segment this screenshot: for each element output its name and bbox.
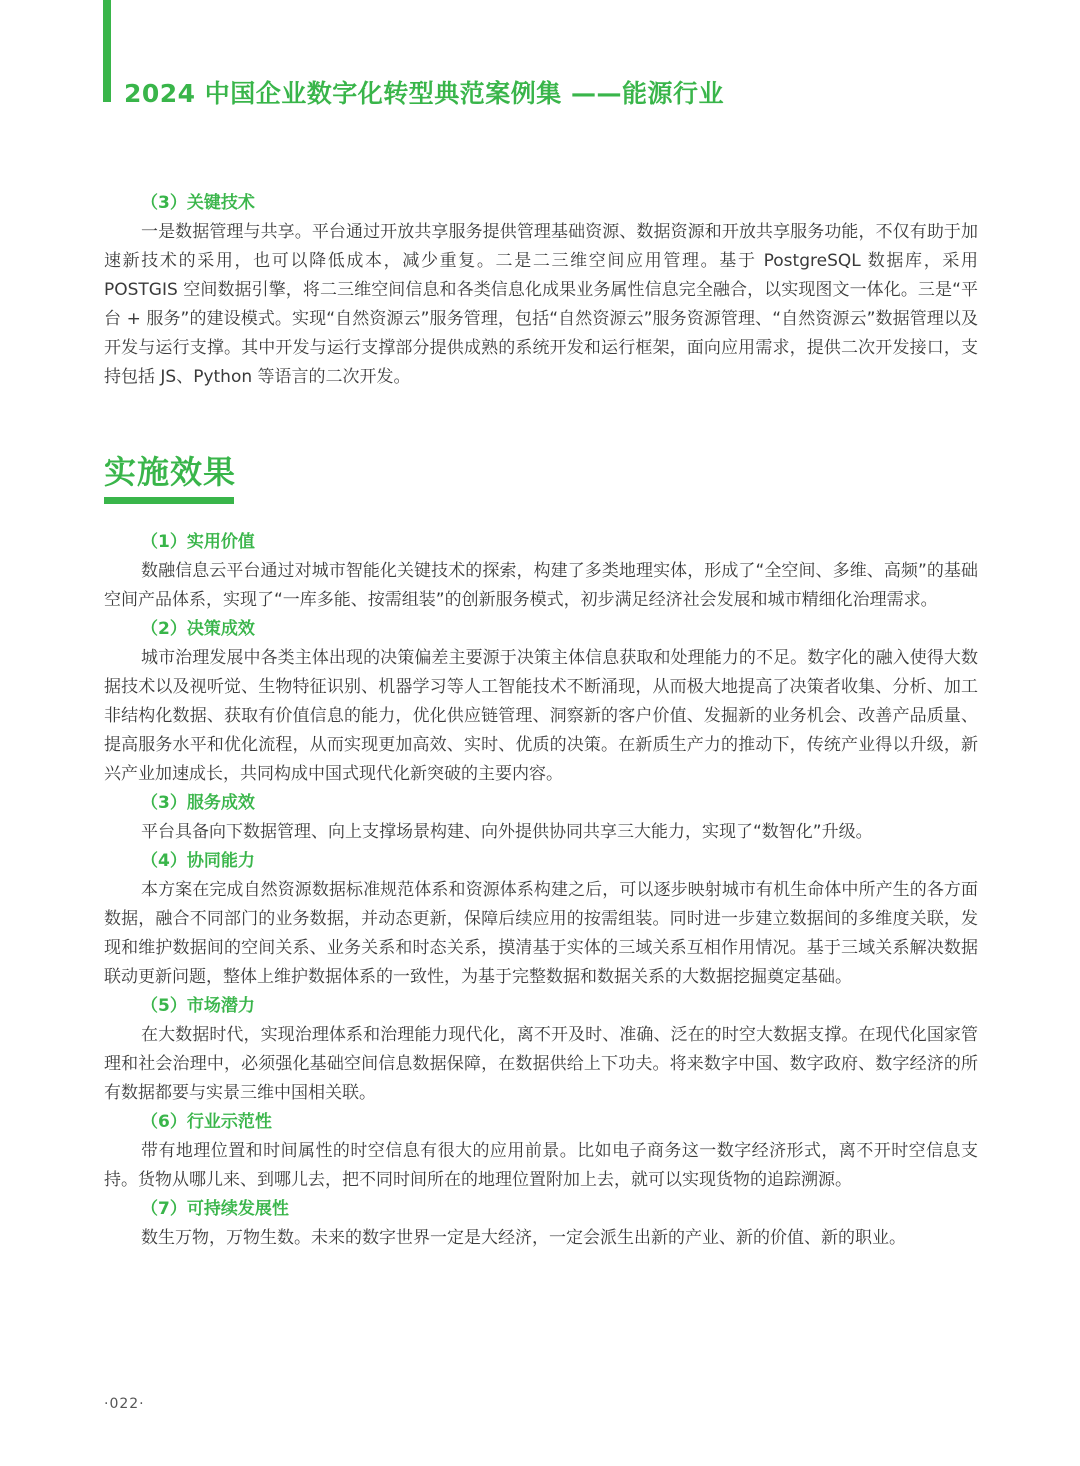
key-technology-paragraph: 一是数据管理与共享。平台通过开放共享服务提供管理基础资源、数据资源和开放共享服务功能，不仅有助于加速新技术的采用，也可以降低成本，减少重复。二是二三维空间应用管理。基于 PostgreSQL 数据库，采用 POSTGIS 空间数据引擎，将二三维空间信息和各类信息化成果业务属性信息完全融合，以实现图文一体化。三是“平台 + 服务”的建设模式。实现“自然资源云”服务管理，包括“自然资源云”服务资源管理、“自然资源云”数据管理以及开发与运行支撑。其中开发与运行支撑部分提供成熟的系统开发和运行框架，面向应用需求，提供二次开发接口，支持包括 JS、Python 等语言的二次开发。: [104, 222, 978, 387]
effect-paragraph: 数融信息云平台通过对城市智能化关键技术的探索，构建了多类地理实体，形成了“全空间、多维、高频”的基础空间产品体系，实现了“一库多能、按需组装”的创新服务模式，初步满足经济社会发展和城市精细化治理需求。: [104, 561, 978, 610]
effect-item: [104, 992, 978, 1108]
effect-item: [104, 528, 978, 615]
effect-paragraph: 带有地理位置和时间属性的时空信息有很大的应用前景。比如电子商务这一数字经济形式，离不开时空信息支持。货物从哪儿来、到哪儿去，把不同时间所在的地理位置附加上去，就可以实现货物的追踪溯源。: [104, 1141, 978, 1190]
header-accent-bar: [103, 0, 111, 102]
effect-paragraph: 数生万物，万物生数。未来的数字世界一定是大经济，一定会派生出新的产业、新的价值、新的职业。: [141, 1228, 906, 1248]
effects-list: [104, 528, 978, 1253]
page-number: ·022·: [104, 1396, 145, 1412]
document-title: 2024 中国企业数字化转型典范案例集 ——能源行业: [124, 79, 724, 108]
effect-paragraph: 在大数据时代，实现治理体系和治理能力现代化，离不开及时、准确、泛在的时空大数据支撑。在现代化国家管理和社会治理中，必须强化基础空间信息数据保障，在数据供给上下功夫。将来数字中国、数字政府、数字经济的所有数据都要与实景三维中国相关联。: [104, 1025, 978, 1103]
effect-heading: （4）协同能力: [141, 851, 255, 871]
effect-paragraph: 本方案在完成自然资源数据标准规范体系和资源体系构建之后，可以逐步映射城市有机生命体中所产生的各方面数据，融合不同部门的业务数据，并动态更新，保障后续应用的按需组装。同时进一步建立数据间的多维度关联，发现和维护数据间的空间关系、业务关系和时态关系，摸清基于实体的三域关系互相作用情况。基于三域关系解决数据联动更新问题，整体上维护数据体系的一致性，为基于完整数据和数据关系的大数据挖掘奠定基础。: [104, 880, 978, 987]
effect-item: [104, 1195, 978, 1253]
key-technology-heading: （3）关键技术: [141, 193, 255, 213]
effect-item: [104, 615, 978, 789]
effect-heading: （6）行业示范性: [141, 1112, 272, 1132]
effect-heading: （2）决策成效: [141, 619, 255, 639]
effect-paragraph: 平台具备向下数据管理、向上支撑场景构建、向外提供协同共享三大能力，实现了“数智化”升级。: [141, 822, 873, 842]
effect-heading: （5）市场潜力: [141, 996, 255, 1016]
effect-item: [104, 789, 978, 847]
effect-heading: （3）服务成效: [141, 793, 255, 813]
section-title-underline: [104, 497, 234, 504]
effect-item: [104, 1108, 978, 1195]
effect-heading: （1）实用价值: [141, 532, 255, 552]
effect-heading: （7）可持续发展性: [141, 1199, 289, 1219]
section-title: 实施效果: [104, 453, 237, 491]
effect-item: [104, 847, 978, 992]
effect-paragraph: 城市治理发展中各类主体出现的决策偏差主要源于决策主体信息获取和处理能力的不足。数字化的融入使得大数据技术以及视听觉、生物特征识别、机器学习等人工智能技术不断涌现，从而极大地提高了决策者收集、分析、加工非结构化数据、获取有价值信息的能力，优化供应链管理、洞察新的客户价值、发掘新的业务机会、改善产品质量、提高服务水平和优化流程，从而实现更加高效、实时、优质的决策。在新质生产力的推动下，传统产业得以升级，新兴产业加速成长，共同构成中国式现代化新突破的主要内容。: [104, 648, 978, 784]
key-technology-block: [104, 189, 978, 392]
